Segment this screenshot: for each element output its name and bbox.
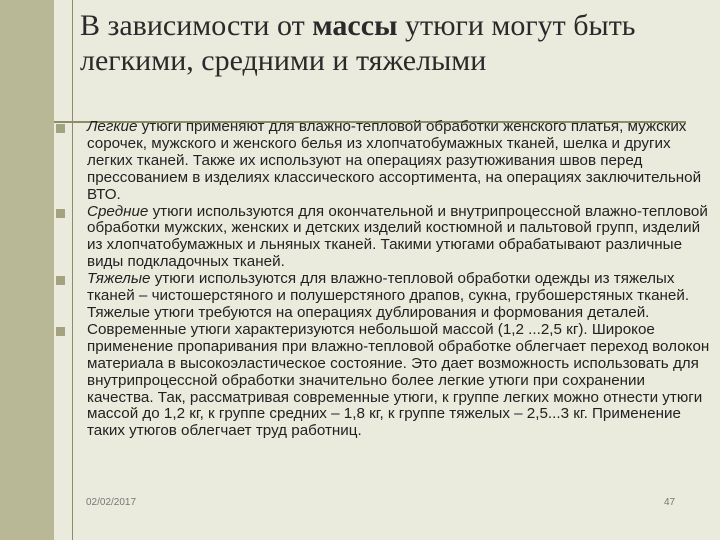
left-decor-band: [0, 0, 54, 540]
square-bullet-icon: [56, 124, 65, 133]
bullet-text: утюги применяют для влажно-тепловой обработки женского платья, мужских сорочек, мужского и женского белья из хлопчатобумажных тканей, шелка и других легких тканей. Также их используют на операциях разутюживания швов перед прессованием в изделиях классического ассортимента, на операциях заключительной ВТО.: [87, 118, 702, 203]
bullet-text: утюги используются для окончательной и внутрипроцессной влажно-тепловой обработки мужских, женских и детских изделий костюмной и пальтовой групп, изделий из хлопчатобумажных и льняных тканей. Такими утюгами обрабатывают различные виды подкладочных тканей.: [87, 202, 708, 271]
bullet-text: Современные утюги характеризуются небольшой массой (1,2 ...2,5 кг). Широкое применение пропаривания при влажно-тепловой обработке облегчает переход волокон материала в высокоэластическое состояние. Это дает возможность использовать для внутрипроцессной обработки значительно более легкие утюги при сохранении качества. Так, рассматривая современные утюги, к группе легких можно отнести утюги массой до 1,2 кг, к группе средних – 1,8 кг, к группе тяжелых – 2,5...3 кг. Применение таких утюгов облегчает труд работниц.: [87, 320, 710, 440]
bullet-lead-term: Легкие: [87, 118, 138, 135]
bullet-list: [56, 119, 714, 440]
title-bold-word: массы: [312, 9, 398, 42]
slide-title: [80, 8, 700, 78]
bullet-lead-term: Тяжелые: [87, 270, 151, 288]
bullet-lead-term: Средние: [87, 202, 149, 220]
bullet-modern-irons: [56, 322, 714, 440]
bullet-medium-irons: [56, 204, 714, 272]
bullet-light-irons: [56, 119, 714, 204]
page-number: 47: [664, 497, 676, 508]
footer-date: 02/02/2017: [86, 497, 137, 508]
bullet-text: утюги используются для влажно-тепловой обработки одежды из тяжелых тканей – чистошерстяного и полушерстяного драпов, сукна, грубошерстяных тканей. Тяжелые утюги требуются на операциях дублирования и формования деталей.: [87, 270, 690, 321]
title-text-end: утюги могут быть легкими, средними и тяжелыми: [80, 9, 636, 77]
title-text-start: В зависимости от: [80, 9, 313, 42]
square-bullet-icon: [56, 276, 65, 285]
square-bullet-icon: [56, 209, 65, 218]
bullet-heavy-irons: [56, 271, 714, 322]
square-bullet-icon: [56, 327, 65, 336]
